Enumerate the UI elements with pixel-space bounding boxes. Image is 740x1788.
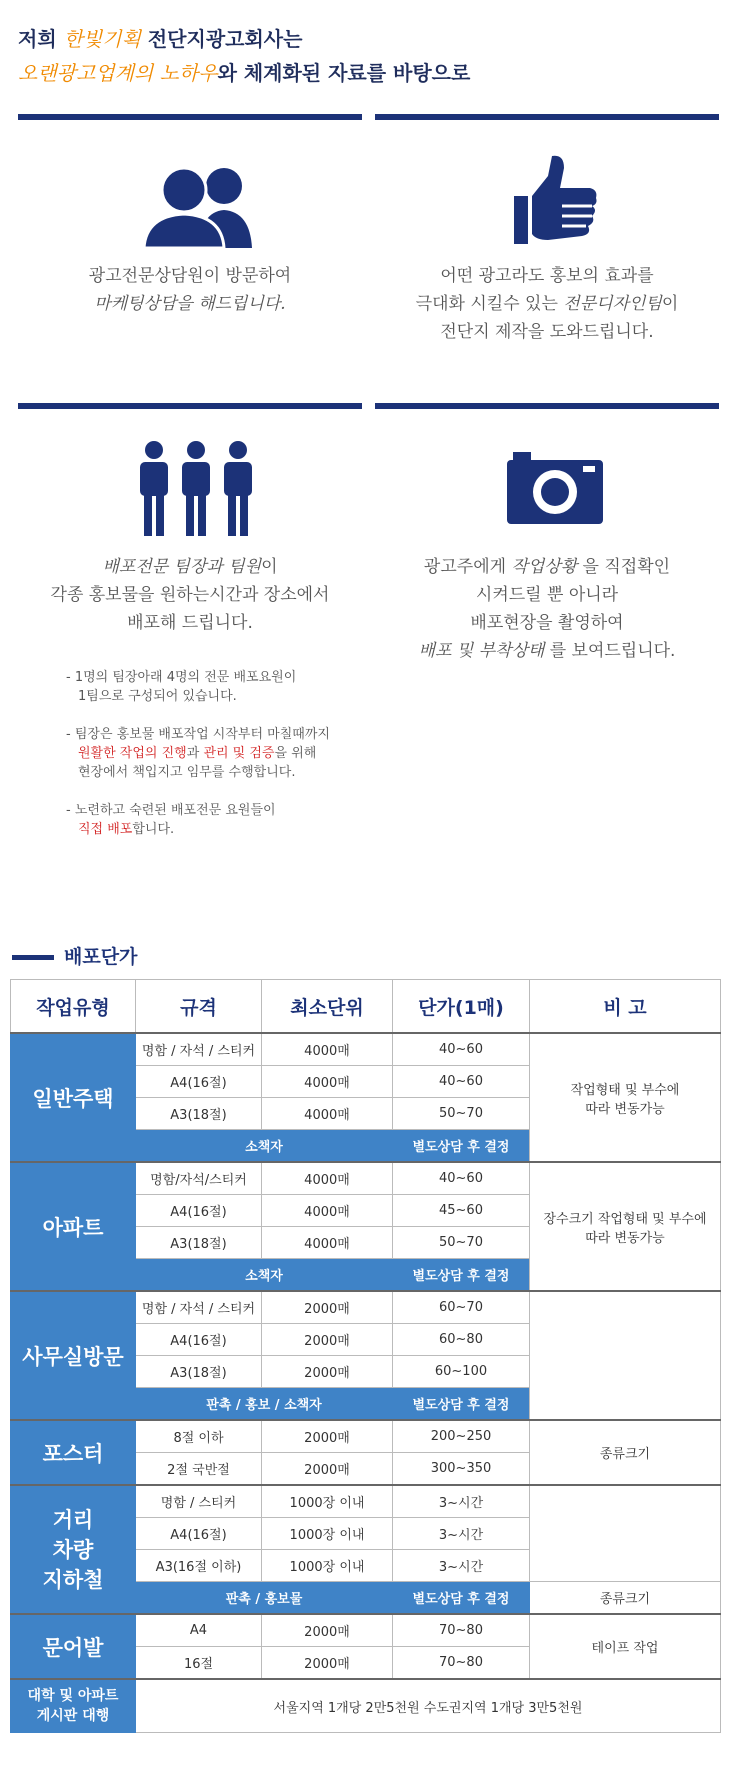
feature-consult-text: 광고전문상담원이 방문하여 마케팅상담을 해드립니다.: [88, 266, 292, 314]
header-cell: 비 고: [530, 980, 721, 1034]
price-cell: 40~60: [393, 1033, 530, 1066]
price-table: [10, 979, 721, 1733]
sub-price-cell: 별도상담 후 결정: [393, 1130, 530, 1163]
board-price-cell: 서울지역 1개당 2만5천원 수도권지역 1개당 3만5천원: [136, 1679, 721, 1733]
price-cell: 200~250: [393, 1420, 530, 1453]
spec-cell: 2절 국반절: [136, 1453, 262, 1486]
price-cell: 40~60: [393, 1162, 530, 1195]
intro-line-2: 오랜광고업계의 노하우와 체계화된 자료를 바탕으로: [18, 61, 471, 85]
header-cell: 최소단위: [262, 980, 393, 1034]
section-title: 배포단가: [12, 942, 137, 969]
sub-spec-cell: 판촉 / 홍보물: [136, 1582, 393, 1615]
spec-cell: A4: [136, 1614, 262, 1647]
note-cell: 종류크기: [530, 1582, 721, 1615]
min-unit-cell: 2000매: [262, 1356, 393, 1388]
price-cell: 70~80: [393, 1647, 530, 1680]
header-cell: 규격: [136, 980, 262, 1034]
min-unit-cell: 2000매: [262, 1324, 393, 1356]
category-cell: 대학 및 아파트 게시판 대행: [11, 1679, 136, 1733]
spec-cell: A3(18절): [136, 1227, 262, 1259]
spec-cell: A4(16절): [136, 1518, 262, 1550]
min-unit-cell: 4000매: [262, 1195, 393, 1227]
spec-cell: 명함 / 스티커: [136, 1485, 262, 1518]
table-row: [11, 1291, 721, 1324]
category-cell: 사무실방문: [11, 1291, 136, 1420]
divider-bar: [375, 403, 719, 409]
min-unit-cell: 4000매: [262, 1162, 393, 1195]
spec-cell: A3(18절): [136, 1098, 262, 1130]
price-cell: 3~시간: [393, 1550, 530, 1582]
spec-cell: A4(16절): [136, 1324, 262, 1356]
min-unit-cell: 1000장 이내: [262, 1485, 393, 1518]
price-cell: 3~시간: [393, 1485, 530, 1518]
table-row: [11, 1420, 721, 1453]
category-cell: 아파트: [11, 1162, 136, 1291]
category-cell: 일반주택: [11, 1033, 136, 1162]
category-cell: 문어발: [11, 1614, 136, 1679]
intro-line-1: 저희 한빛기획 전단지광고회사는: [18, 27, 303, 51]
spec-cell: 8절 이하: [136, 1420, 262, 1453]
note-cell: 테이프 작업: [530, 1614, 721, 1679]
min-unit-cell: 4000매: [262, 1098, 393, 1130]
price-cell: 40~60: [393, 1066, 530, 1098]
price-cell: 60~80: [393, 1324, 530, 1356]
divider-bar: [375, 114, 719, 120]
price-cell: 50~70: [393, 1227, 530, 1259]
header-cell: 작업유형: [11, 980, 136, 1034]
sub-price-cell: 별도상담 후 결정: [393, 1259, 530, 1292]
sub-price-cell: 별도상담 후 결정: [393, 1582, 530, 1615]
price-cell: 70~80: [393, 1614, 530, 1647]
note-item: - 1명의 팀장아래 4명의 전문 배포요원이 1팀으로 구성되어 있습니다.: [66, 670, 297, 704]
divider-bar: [18, 403, 362, 409]
price-cell: 3~시간: [393, 1518, 530, 1550]
feature-design-text: 어떤 광고라도 홍보의 효과를 극대화 시킬수 있는 전문디자인팀이 전단지 제작을 도와드립니다.: [415, 266, 679, 342]
spec-cell: A4(16절): [136, 1195, 262, 1227]
price-cell: 60~70: [393, 1291, 530, 1324]
note-item: - 노련하고 숙련된 배포전문 요원들이 직접 배포합니다.: [66, 803, 276, 837]
spec-cell: 16절: [136, 1647, 262, 1680]
note-cell: 장수크기 작업형태 및 부수에 따라 변동가능: [530, 1162, 721, 1291]
team-notes: [66, 668, 330, 858]
min-unit-cell: 4000매: [262, 1033, 393, 1066]
note-item: - 팀장은 홍보물 배포작업 시작부터 마칠때까지 원활한 작업의 진행과 관리 및 검증을 위해 현장에서 책입지고 임무를 수행합니다.: [66, 727, 330, 780]
min-unit-cell: 4000매: [262, 1227, 393, 1259]
min-unit-cell: 1000장 이내: [262, 1518, 393, 1550]
table-row: [11, 1033, 721, 1066]
min-unit-cell: 2000매: [262, 1453, 393, 1486]
table-header-row: [11, 980, 721, 1034]
team-members-icon: [134, 440, 258, 536]
intro-heading: [18, 22, 470, 90]
camera-icon: [507, 452, 603, 524]
category-cell: 거리 차량 지하철: [11, 1485, 136, 1614]
min-unit-cell: 2000매: [262, 1614, 393, 1647]
header-cell: 단가(1매): [393, 980, 530, 1034]
thumbs-up-icon: [512, 154, 600, 246]
price-cell: 45~60: [393, 1195, 530, 1227]
note-cell: [530, 1291, 721, 1420]
price-cell: 50~70: [393, 1098, 530, 1130]
consultants-icon: [140, 164, 260, 248]
table-row: [11, 1614, 721, 1647]
note-cell: 종류크기: [530, 1420, 721, 1485]
category-cell: 포스터: [11, 1420, 136, 1485]
note-cell: 작업형태 및 부수에 따라 변동가능: [530, 1033, 721, 1162]
table-row: [11, 1162, 721, 1195]
sub-spec-cell: 소책자: [136, 1130, 393, 1163]
spec-cell: 명함 / 자석 / 스티커: [136, 1291, 262, 1324]
spec-cell: 명함 / 자석 / 스티커: [136, 1033, 262, 1066]
sub-spec-cell: 판촉 / 홍보 / 소책자: [136, 1388, 393, 1421]
divider-bar: [18, 114, 362, 120]
spec-cell: A3(16절 이하): [136, 1550, 262, 1582]
feature-photo-text: 광고주에게 작업상황 을 직접확인 시켜드릴 뿐 아니라 배포현장을 촬영하여 배포 및 부착상태 를 보여드립니다.: [418, 557, 676, 661]
table-row: [11, 1485, 721, 1518]
title-dash: [12, 955, 54, 960]
sub-spec-cell: 소책자: [136, 1259, 393, 1292]
spec-cell: A3(18절): [136, 1356, 262, 1388]
price-cell: 60~100: [393, 1356, 530, 1388]
sub-price-cell: 별도상담 후 결정: [393, 1388, 530, 1421]
table-row: [11, 1679, 721, 1733]
price-cell: 300~350: [393, 1453, 530, 1486]
min-unit-cell: 4000매: [262, 1066, 393, 1098]
spec-cell: A4(16절): [136, 1066, 262, 1098]
spec-cell: 명함/자석/스티커: [136, 1162, 262, 1195]
min-unit-cell: 2000매: [262, 1291, 393, 1324]
min-unit-cell: 1000장 이내: [262, 1550, 393, 1582]
note-cell: [530, 1485, 721, 1582]
min-unit-cell: 2000매: [262, 1420, 393, 1453]
feature-team-text: 배포전문 팀장과 팀원이 각종 홍보물을 원하는시간과 장소에서 배포해 드립니다.: [50, 557, 330, 633]
min-unit-cell: 2000매: [262, 1647, 393, 1680]
